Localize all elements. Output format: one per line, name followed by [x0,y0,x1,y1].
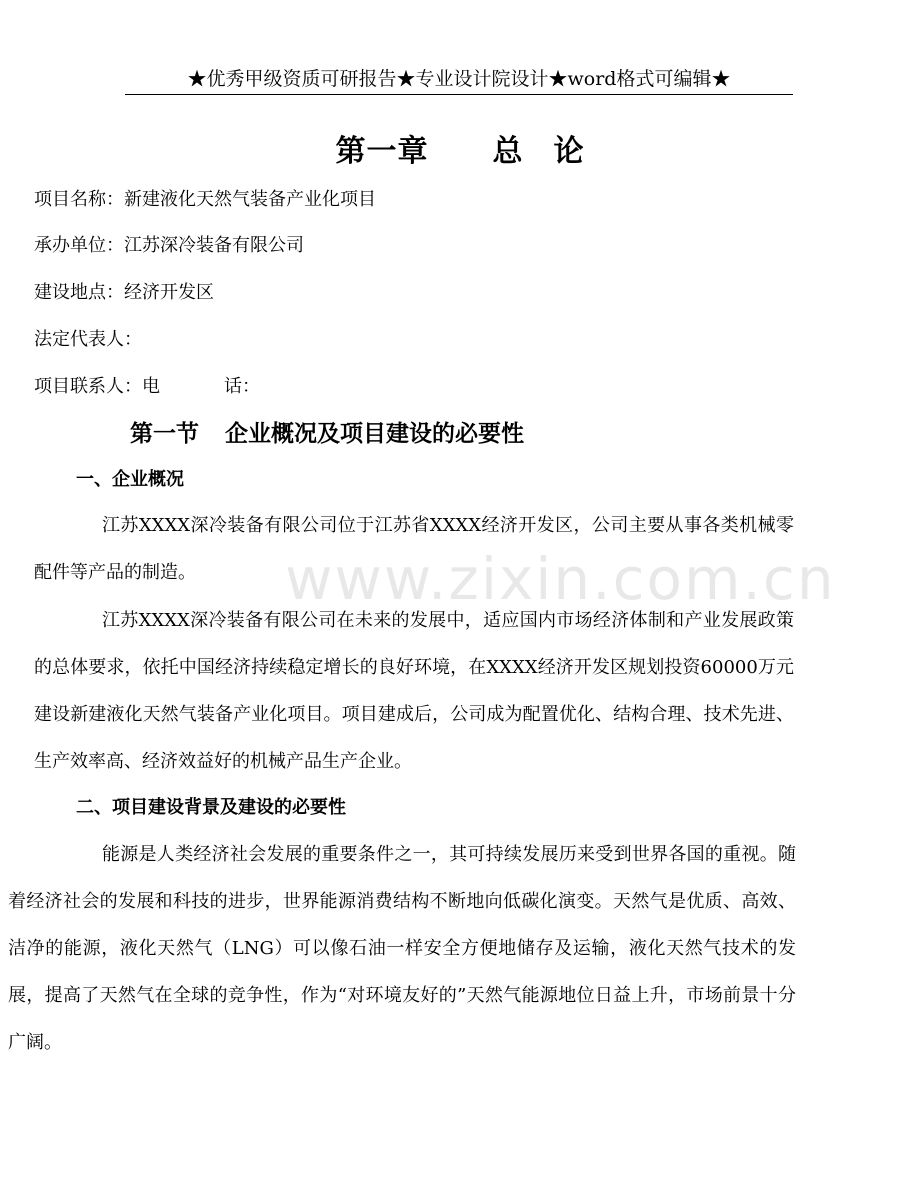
chapter-title [0,130,920,174]
project-contact [34,373,260,401]
subheading-background: 二、项目建设背景及建设的必要性 [76,797,346,818]
subheading-overview: 一、企业概况 [76,469,184,490]
contact-label: 项目联系人：电 [34,376,160,397]
legal-representative: 法定代表人： [34,329,142,350]
section-heading [130,418,524,450]
phone-label: 话： [224,376,260,397]
chapter-number: 第一章 [335,134,429,169]
section-number: 第一节 [130,420,199,447]
watermark-text: www.zixin.com.cn [285,545,836,613]
project-name: 项目名称：新建液化天然气装备产业化项目 [34,189,376,210]
paragraph-background: 能源是人类经济社会发展的重要条件之一，其可持续发展历来受到世界各国的重视。随着经济社会的发展和科技的进步，世界能源消费结构不断地向低碳化演变。天然气是优质、高效、洁净的能源，液化天然气（LNG）可以像石油一样安全方便地储存及运输，液化天然气技术的发展，提高了天然气在全球的竞争性，作为“对环境友好的”天然气能源地位日益上升，市场前景十分广阔。 [8,844,796,1053]
section-title: 企业概况及项目建设的必要性 [225,420,524,447]
page-header: ★优秀甲级资质可研报告★专业设计院设计★word格式可编辑★ [125,64,793,95]
paragraph-overview-2: 江苏XXXX深冷装备有限公司在未来的发展中，适应国内市场经济体制和产业发展政策的总体要求，依托中国经济持续稳定增长的良好环境，在XXXX经济开发区规划投资60000万元建设新建液化天然气装备产业化项目。项目建成后，公司成为配置优化、结构合理、技术先进、生产效率高、经济效益好的机械产品生产企业。 [34,610,794,772]
host-unit: 承办单位：江苏深冷装备有限公司 [34,235,304,256]
paragraph-overview-1: 江苏XXXX深冷装备有限公司位于江苏省XXXX经济开发区，公司主要从事各类机械零配件等产品的制造。 [34,515,794,583]
chapter-word-2: 论 [553,134,585,169]
chapter-word-1: 总 [492,134,524,169]
construction-location: 建设地点：经济开发区 [34,282,214,303]
